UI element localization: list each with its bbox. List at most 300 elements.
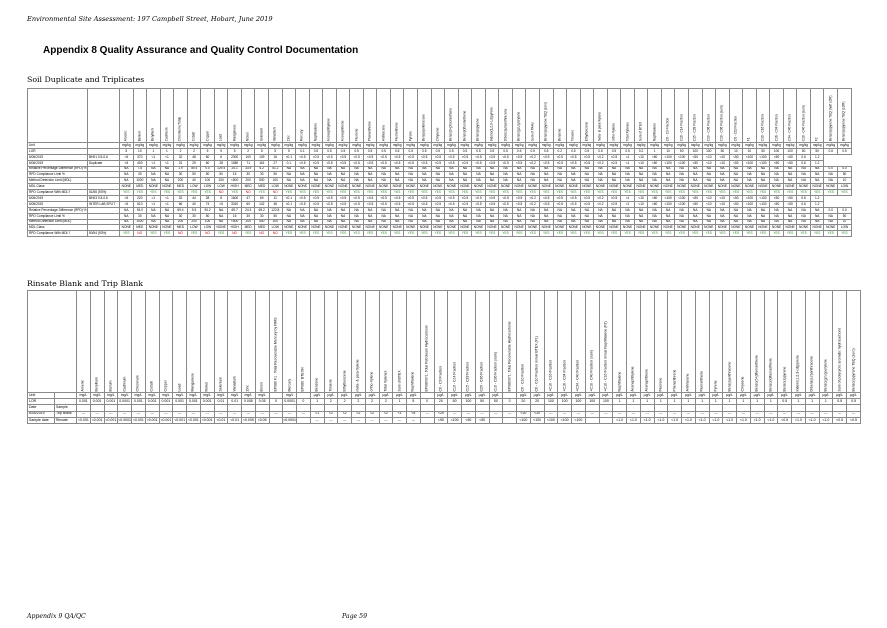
data-cell: NONE (160, 225, 174, 231)
data-cell: NONE (810, 225, 824, 231)
data-cell: YES (675, 190, 689, 196)
data-cell: 20 (434, 399, 448, 405)
data-cell: mg/kg (567, 143, 581, 149)
footer-page-number: Page 59 (342, 613, 368, 620)
data-cell: <0.5 (404, 160, 418, 166)
data-cell: <0.01 (214, 417, 228, 423)
analyte-header (145, 291, 159, 393)
analyte-name: Cobalt (191, 131, 196, 141)
data-cell: 5 (269, 148, 283, 154)
data-cell: <10 (634, 196, 648, 202)
data-cell: NA (404, 178, 418, 184)
data-cell: 1 (723, 399, 737, 405)
data-cell: 0.5 (323, 148, 337, 154)
data-cell: 0.5 (485, 148, 499, 154)
data-cell: NONE (716, 184, 730, 190)
data-cell: 1 (792, 399, 806, 405)
data-cell: <100 (661, 196, 675, 202)
data-cell: mg/kg (770, 143, 784, 149)
data-cell: NA (296, 178, 310, 184)
analyte-name: C29 - C36 Fraction (706, 114, 711, 141)
data-cell: 48 (187, 154, 201, 160)
data-cell: <0.001 (132, 417, 144, 422)
data-cell: NA (512, 213, 526, 219)
analyte-header (792, 291, 806, 393)
data-cell: <0.5 (485, 201, 499, 207)
data-cell: YES (418, 231, 432, 237)
data-cell: NA (580, 213, 594, 219)
data-cell: NA (296, 207, 310, 213)
analyte-header (407, 291, 421, 393)
data-cell: <1 (393, 411, 407, 417)
data-cell: NA (743, 213, 757, 219)
data-cell: YES (485, 190, 499, 196)
data-cell: NA (743, 207, 757, 213)
data-cell: <100 (675, 154, 689, 160)
analyte-header (634, 89, 648, 143)
analyte-name: Nickel (245, 132, 250, 141)
data-cell: 0.5 (363, 148, 377, 154)
data-cell: NA (621, 166, 635, 172)
data-cell: 50 (201, 213, 215, 219)
data-cell: 100 (201, 219, 215, 225)
analyte-header (544, 291, 558, 393)
analyte-header (640, 291, 654, 393)
data-cell: <0.5 (323, 154, 337, 160)
data-cell: NA (160, 166, 174, 172)
data-cell: NA (648, 213, 662, 219)
data-cell: <0.5 (512, 154, 526, 160)
data-cell: <0.5 (539, 201, 553, 207)
row-label: 6/06/2019 (28, 154, 88, 160)
data-cell: <100 (448, 417, 462, 423)
data-cell: 69.7 (228, 207, 242, 213)
data-cell: <1.0 (737, 417, 751, 423)
data-cell: NA (688, 172, 702, 178)
data-cell: NA (404, 172, 418, 178)
data-cell: 1 (648, 148, 662, 154)
data-cell: --- (352, 417, 366, 423)
data-cell: mg/kg (445, 143, 459, 149)
soil-section-heading: Soil Duplicate and Triplicates (27, 75, 145, 84)
data-cell: NA (729, 219, 743, 225)
data-cell: NA (797, 178, 811, 184)
data-cell: 0.5 (778, 399, 792, 405)
data-cell: NA (526, 166, 540, 172)
analyte-name: Dibenz(a,h)anthracene (809, 355, 814, 391)
data-cell: MED (255, 225, 269, 231)
data-cell: <0.001 (91, 417, 103, 422)
data-cell: NA (485, 172, 499, 178)
data-cell: NA (702, 178, 716, 184)
analyte-header (228, 89, 242, 143)
data-cell: 0.5 (472, 148, 486, 154)
data-cell: <0.5 (445, 196, 459, 202)
data-cell: NA (418, 219, 432, 225)
data-cell: NA (526, 172, 540, 178)
data-cell: --- (338, 417, 352, 423)
analyte-name: Barium (108, 379, 113, 391)
data-cell: YES (458, 231, 472, 237)
analyte-header (269, 89, 283, 143)
data-cell: LOW (214, 184, 228, 190)
data-cell: YES (688, 231, 702, 237)
analyte-header (173, 291, 187, 393)
data-cell: 0.5 (458, 148, 472, 154)
data-cell: NA (634, 178, 648, 184)
data-cell: 500 (255, 178, 269, 184)
data-cell: 1 (682, 399, 696, 405)
data-cell: µg/L (324, 393, 338, 399)
data-cell: <5 (120, 201, 134, 207)
data-cell: --- (90, 411, 104, 417)
data-cell: NA (539, 172, 553, 178)
data-cell: <2 (365, 411, 379, 417)
data-cell: <50 (648, 196, 662, 202)
data-cell: <0.5 (296, 154, 310, 160)
data-cell: YES (472, 190, 486, 196)
data-cell: NA (296, 166, 310, 172)
data-cell: <100 (675, 196, 689, 202)
page-title: Appendix 8 Quality Assurance and Quality Control Documentation (43, 45, 359, 56)
data-cell: NA (567, 166, 581, 172)
data-cell: 6.2 (255, 166, 269, 172)
analyte-header (737, 291, 751, 393)
data-cell: <50 (783, 196, 797, 202)
data-cell: 1.9 (174, 166, 188, 172)
data-cell: <5 (120, 154, 134, 160)
analyte-name: Cobalt (149, 380, 154, 391)
analyte-name: C6 - C10 Fraction (733, 115, 738, 141)
data-cell: µg/L (792, 393, 806, 399)
analyte-name: C10 - C36 Fraction (sum) (493, 351, 498, 391)
data-cell: YES (309, 190, 323, 196)
analyte-name: C6 - C10 Fraction minus BTEX (F1) (534, 335, 539, 391)
analyte-name: Selenium (259, 127, 264, 141)
analyte-header (448, 291, 462, 393)
data-cell: 0.5 (336, 148, 350, 154)
analyte-header (503, 291, 517, 393)
data-cell: NONE (770, 184, 784, 190)
data-cell: NONE (607, 184, 621, 190)
data-cell: <50 (729, 154, 743, 160)
data-cell: NA (499, 178, 513, 184)
data-cell: 50 (675, 148, 689, 154)
data-cell: MED (255, 184, 269, 190)
data-cell: YES (187, 231, 201, 237)
data-cell: mg/kg (147, 143, 161, 149)
data-cell: µg/L (558, 393, 572, 399)
data-cell: <0.5 (309, 160, 323, 166)
analyte-header (324, 291, 338, 393)
analyte-name: Beryllium (150, 127, 155, 141)
data-cell: NA (458, 207, 472, 213)
data-cell: NA (309, 166, 323, 172)
data-cell: --- (104, 411, 118, 417)
analyte-name: Chromium (Total) (177, 116, 182, 141)
data-cell: 50 (837, 213, 851, 219)
data-cell: <1.0 (695, 417, 709, 423)
data-cell: <0.5 (472, 201, 486, 207)
data-cell: 500 (255, 219, 269, 225)
data-cell: 0.5 (824, 148, 838, 154)
data-cell: mg/kg (824, 143, 838, 149)
analyte-name: Benzo(a)pyrene TEQ (zero) (543, 101, 548, 141)
analyte-name: Sum of BTEX (638, 121, 643, 141)
data-cell: NONE (485, 225, 499, 231)
data-cell: <0.5 (580, 201, 594, 207)
data-cell: 94.0 (133, 207, 147, 213)
data-cell: mg/kg (418, 143, 432, 149)
data-cell: --- (709, 411, 723, 417)
analyte-name: EP080/071: Total Recoverable Hydrocarbons (506, 321, 511, 391)
data-cell: HIGH (228, 184, 242, 190)
data-cell: µg/L (613, 393, 627, 399)
data-cell: NONE (688, 225, 702, 231)
analyte-header (269, 291, 283, 393)
analyte-header (187, 291, 201, 393)
data-cell: mg/kg (323, 143, 337, 149)
data-cell: mg/kg (553, 143, 567, 149)
data-cell: 60 (201, 154, 215, 160)
data-cell: NA (729, 172, 743, 178)
analyte-name: Benzo(a)pyrene TEQ (half LOR) (828, 95, 833, 141)
data-cell: <0.5 (580, 154, 594, 160)
data-cell: NA (472, 178, 486, 184)
data-cell: 3310 (228, 201, 242, 207)
data-cell: <0.2 (526, 196, 540, 202)
data-cell: 100 (241, 154, 255, 160)
data-cell: NA (675, 207, 689, 213)
data-cell: NA (567, 213, 581, 219)
data-cell: <100 (517, 417, 531, 423)
data-cell: mg/kg (458, 143, 472, 149)
data-cell: mg/kg (539, 143, 553, 149)
analyte-header (756, 89, 770, 143)
data-cell: 0.001 (145, 399, 159, 405)
data-cell: NA (824, 172, 838, 178)
data-cell: NO (174, 231, 188, 237)
analyte-header (214, 291, 228, 393)
data-cell: mg/kg (363, 143, 377, 149)
data-cell: 90.2 (201, 207, 215, 213)
data-cell: 0.01 (228, 399, 242, 405)
analyte-header (750, 291, 764, 393)
data-cell: NO (255, 231, 269, 237)
analyte-header (363, 89, 377, 143)
data-cell: <0.001 (146, 417, 158, 422)
data-cell: NA (580, 178, 594, 184)
data-cell: 0.5 (847, 399, 861, 405)
data-cell: NA (390, 213, 404, 219)
analyte-name: C6 - C9 Fraction (438, 365, 443, 391)
data-cell: YES (607, 231, 621, 237)
data-cell: <0.5 (296, 160, 310, 166)
data-cell: NONE (323, 184, 337, 190)
data-cell: YES (607, 190, 621, 196)
data-cell: NA (458, 219, 472, 225)
analyte-header (159, 291, 173, 393)
data-cell: NONE (472, 225, 486, 231)
data-cell: 1.2 (810, 201, 824, 207)
data-cell: NA (770, 213, 784, 219)
data-cell: NA (350, 219, 364, 225)
analyte-name: Barium (137, 130, 142, 141)
data-cell: YES (756, 231, 770, 237)
analyte-header (104, 291, 118, 393)
data-cell: <100 (756, 196, 770, 202)
analyte-name: Zinc (245, 384, 250, 391)
data-cell: 610 (133, 201, 147, 207)
data-cell: NA (363, 207, 377, 213)
data-cell: NA (553, 207, 567, 213)
data-cell: NONE (539, 184, 553, 190)
data-cell: <1 (621, 160, 635, 166)
analyte-header (607, 89, 621, 143)
data-cell: 50 (269, 172, 283, 178)
analyte-header (824, 89, 838, 143)
data-cell: <1.0 (709, 417, 723, 423)
data-cell: NA (756, 219, 770, 225)
analyte-name: Zinc (286, 134, 291, 141)
data-cell: --- (118, 411, 132, 417)
data-cell: mg/kg (404, 143, 418, 149)
analyte-name: Toluene (328, 378, 333, 391)
data-cell: 0 (269, 399, 283, 405)
data-cell: NA (607, 219, 621, 225)
data-cell: µg/L (338, 393, 352, 399)
data-cell: <0.5 (607, 196, 621, 202)
analyte-header (309, 89, 323, 143)
data-cell: NA (160, 213, 174, 219)
analyte-header (404, 89, 418, 143)
data-cell: NO (241, 190, 255, 196)
data-cell: --- (187, 411, 201, 417)
data-cell: --- (613, 411, 627, 417)
data-cell: mg/kg (810, 143, 824, 149)
data-cell: NA (512, 178, 526, 184)
data-cell: NONE (580, 184, 594, 190)
data-cell: <0.5 (309, 196, 323, 202)
analyte-header (716, 89, 730, 143)
analyte-header (810, 89, 824, 143)
data-cell: --- (805, 411, 819, 417)
data-cell: NONE (336, 225, 350, 231)
data-cell: NA (147, 219, 161, 225)
data-cell: 29 (187, 160, 201, 166)
data-cell: NA (512, 166, 526, 172)
analyte-name: C6 - C10 Fraction (520, 363, 525, 391)
data-cell: 1 (160, 148, 174, 154)
data-cell: <100 (675, 160, 689, 166)
data-cell: --- (503, 411, 517, 417)
data-cell: NA (648, 178, 662, 184)
data-cell: NA (323, 219, 337, 225)
data-cell: 10 (837, 178, 851, 184)
data-cell: NA (634, 219, 648, 225)
data-cell: 1 (764, 399, 778, 405)
data-cell: <0.5 (499, 196, 513, 202)
data-cell: NA (296, 213, 310, 219)
data-cell: NA (472, 219, 486, 225)
analyte-header (297, 291, 311, 393)
analyte-name: C10 - C14 Fraction (679, 114, 684, 141)
data-cell: NA (553, 172, 567, 178)
data-cell: <1 (160, 196, 174, 202)
data-cell: <1.0 (723, 417, 737, 423)
data-cell: <0.2 (594, 196, 608, 202)
data-cell: NONE (729, 184, 743, 190)
data-cell: YES (282, 231, 296, 237)
data-cell: 0.5 (567, 148, 581, 154)
data-cell: 50 (716, 148, 730, 154)
analyte-header (174, 89, 188, 143)
data-cell: <0.001 (77, 417, 89, 422)
data-cell: --- (723, 411, 737, 417)
analyte-header (390, 89, 404, 143)
data-cell: NA (675, 213, 689, 219)
analyte-header (336, 89, 350, 143)
data-cell: NONE (783, 184, 797, 190)
data-cell: NA (607, 166, 621, 172)
data-cell: <10 (716, 201, 730, 207)
data-cell: NA (621, 178, 635, 184)
data-cell: NA (485, 213, 499, 219)
data-cell: 1000 (133, 178, 147, 184)
data-cell: --- (544, 411, 558, 417)
data-cell: 44 (187, 196, 201, 202)
data-cell: YES (418, 190, 432, 196)
data-cell: <10 (716, 154, 730, 160)
data-cell: mg/L (228, 393, 242, 399)
data-cell: 100 (558, 399, 572, 405)
data-cell: 50 (201, 172, 215, 178)
data-cell: NA (539, 207, 553, 213)
data-cell: mg/kg (688, 143, 702, 149)
data-cell: <1 (621, 154, 635, 160)
data-cell: NA (661, 213, 675, 219)
data-cell: <0.5 (607, 160, 621, 166)
data-cell: NA (661, 172, 675, 178)
data-cell: NONE (648, 225, 662, 231)
analyte-header (833, 291, 847, 393)
data-cell: <0.5 (296, 201, 310, 207)
data-cell: NONE (526, 184, 540, 190)
data-cell: YES (526, 231, 540, 237)
data-cell: YES (214, 231, 228, 237)
data-cell: mg/L (214, 393, 228, 399)
data-cell: NA (702, 207, 716, 213)
data-cell: NA (147, 213, 161, 219)
data-cell: 0.6 (797, 201, 811, 207)
analyte-header (323, 89, 337, 143)
data-cell: YES (404, 231, 418, 237)
data-cell: <0.5 (431, 201, 445, 207)
data-cell: NA (783, 207, 797, 213)
data-cell: mg/L (132, 393, 146, 399)
data-cell: <2 (352, 411, 366, 417)
data-cell: <0.5 (458, 201, 472, 207)
data-cell: <0.5 (567, 154, 581, 160)
data-cell: <50 (783, 201, 797, 207)
data-cell: mg/L (255, 393, 269, 399)
data-cell: YES (621, 231, 635, 237)
data-cell: 5 (407, 399, 421, 405)
analyte-name: Benzo(b+j)fluoranthene (754, 354, 759, 391)
data-cell: 5 (201, 148, 215, 154)
data-cell: NA (404, 213, 418, 219)
data-cell: <0.5 (350, 154, 364, 160)
